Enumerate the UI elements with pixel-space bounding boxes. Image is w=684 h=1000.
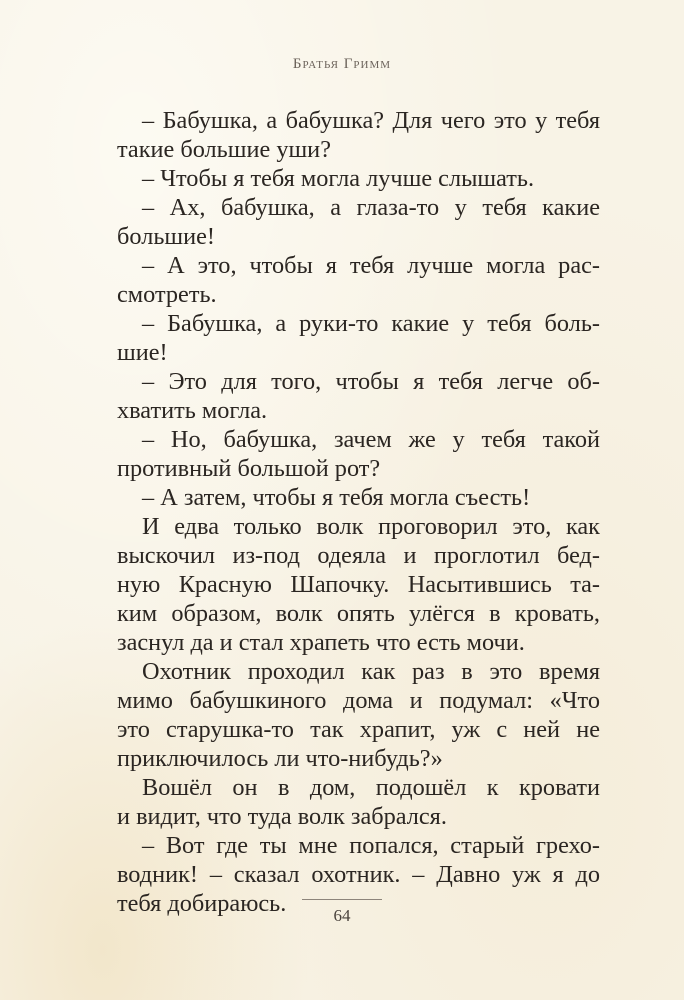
- text-line: – А затем, чтобы я тебя могла съесть!: [142, 484, 531, 511]
- paragraph: [92, 483, 600, 512]
- text-line: Охотник проходил как раз в это время: [142, 658, 600, 685]
- running-head-title: Братья Гримм: [292, 56, 392, 72]
- paragraph: [92, 831, 600, 918]
- paragraph: [92, 773, 600, 831]
- text-line: это старушка-то так храпит, уж с ней не: [117, 716, 600, 743]
- text-line: и видит, что туда волк забрался.: [117, 803, 447, 830]
- text-line: ную Красную Шапочку. Насытившись та-: [117, 571, 600, 598]
- paragraph: [92, 367, 600, 425]
- page-number: 64: [333, 906, 351, 925]
- text-line: – Бабушка, а руки-то какие у тебя боль-: [142, 310, 600, 337]
- paragraph: [92, 251, 600, 309]
- paragraph: [92, 106, 600, 164]
- text-line: большие!: [117, 223, 215, 250]
- text-line: – Чтобы я тебя могла лучше слышать.: [142, 165, 535, 192]
- text-line: приключилось ли что-нибудь?»: [117, 745, 443, 772]
- text-line: противный большой рот?: [117, 455, 381, 482]
- text-line: мимо бабушкиного дома и подумал: «Что: [117, 687, 600, 714]
- paragraph: [92, 425, 600, 483]
- text-line: ким образом, волк опять улёгся в кровать,: [117, 600, 600, 627]
- text-line: шие!: [117, 339, 168, 366]
- body-text: [92, 106, 600, 918]
- text-line: – Но, бабушка, зачем же у тебя такой: [142, 426, 600, 453]
- text-line: Вошёл он в дом, подошёл к кровати: [142, 774, 600, 801]
- text-line: выскочил из-под одеяла и проглотил бед-: [117, 542, 600, 569]
- text-line: – Это для того, чтобы я тебя легче об-: [142, 368, 600, 395]
- text-line: водник! – сказал охотник. – Давно уж я до: [117, 861, 600, 888]
- text-line: – Вот где ты мне попался, старый грехо-: [142, 832, 600, 859]
- text-line: тебя добираюсь.: [117, 890, 287, 917]
- text-line: И едва только волк проговорил это, как: [142, 513, 600, 540]
- text-line: заснул да и стал храпеть что есть мочи.: [117, 629, 525, 656]
- text-line: такие большие уши?: [117, 136, 331, 163]
- text-line: хватить могла.: [117, 397, 268, 424]
- text-line: смотреть.: [117, 281, 217, 308]
- paragraph: [92, 657, 600, 773]
- text-line: – А это, чтобы я тебя лучше могла рас-: [142, 252, 600, 279]
- paragraph: [92, 309, 600, 367]
- paragraph: [92, 512, 600, 657]
- text-line: – Бабушка, а бабушка? Для чего это у тебя: [142, 107, 600, 134]
- text-line: – Ах, бабушка, а глаза-то у тебя какие: [142, 194, 600, 221]
- footer-divider: [302, 899, 382, 900]
- paragraph: [92, 164, 600, 193]
- paragraph: [92, 193, 600, 251]
